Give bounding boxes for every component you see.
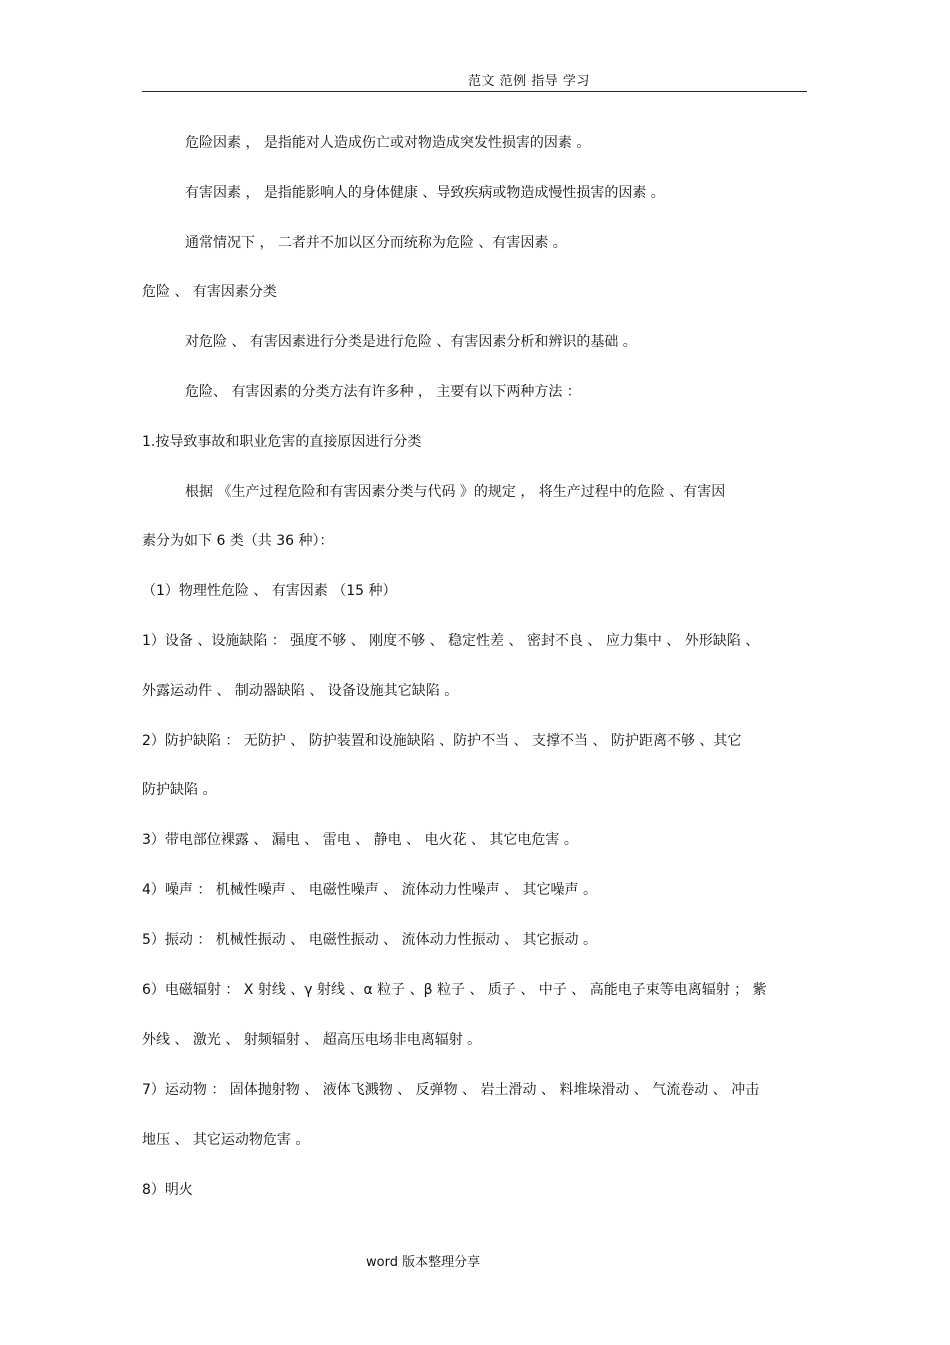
list-item: 3）带电部位裸露 、 漏电 、 雷电 、 静电 、 电火花 、 其它电危害 。 (142, 832, 578, 848)
list-item-continuation: 外线 、 激光 、 射频辐射 、 超高压电场非电离辐射 。 (142, 1032, 482, 1048)
list-item: 2）防护缺陷 ： 无防护 、 防护装置和设施缺陷 、防护不当 、 支撑不当 、 防护距离不够 、其它 (142, 733, 742, 749)
list-item-continuation: 防护缺陷 。 (142, 782, 217, 798)
paragraph-line: 危险、 有害因素的分类方法有许多种 ， 主要有以下两种方法 ： (185, 384, 581, 400)
section-heading: 危险 、 有害因素分类 (142, 284, 277, 300)
page-header: 范文 范例 指导 学习 (468, 74, 590, 89)
paragraph-line: 通常情况下 ， 二者并不加以区分而统称为危险 、有害因素 。 (185, 235, 567, 251)
list-heading: （1）物理性危险 、 有害因素 （15 种） (142, 583, 397, 599)
paragraph-line: 危险因素 ， 是指能对人造成伤亡或对物造成突发性损害的因素 。 (185, 135, 591, 151)
list-item: 5）振动 ： 机械性振动 、 电磁性振动 、 流体动力性振动 、 其它振动 。 (142, 932, 597, 948)
paragraph-line: 素分为如下 6 类（共 36 种）： (142, 533, 334, 549)
list-item: 4）噪声 ： 机械性噪声 、 电磁性噪声 、 流体动力性噪声 、 其它噪声 。 (142, 882, 597, 898)
list-item: 7）运动物 ： 固体抛射物 、 液体飞溅物 、 反弹物 、 岩土滑动 、 料堆垛滑动 、 气流卷动 、 冲击 (142, 1082, 760, 1098)
page-footer: word 版本整理分享 (366, 1255, 481, 1270)
list-item-continuation: 地压 、 其它运动物危害 。 (142, 1132, 310, 1148)
list-item: 6）电磁辐射 ： X 射线 、γ 射线 、α 粒子 、β 粒子 、 质子 、 中子 、 高能电子束等电离辐射 ； 紫 (142, 982, 767, 998)
paragraph-line: 根据 《生产过程危险和有害因素分类与代码 》的规定 ， 将生产过程中的危险 、有害因 (185, 484, 726, 500)
list-item-continuation: 外露运动件 、 制动器缺陷 、 设备设施其它缺陷 。 (142, 683, 459, 699)
list-item: 1）设备 、设施缺陷 ： 强度不够 、 刚度不够 、 稳定性差 、 密封不良 、 应力集中 、 外形缺陷 、 (142, 633, 760, 649)
list-item: 8）明火 (142, 1182, 193, 1198)
header-divider (142, 91, 807, 92)
section-heading: 1.按导致事故和职业危害的直接原因进行分类 (142, 434, 422, 450)
paragraph-line: 有害因素 ， 是指能影响人的身体健康 、导致疾病或物造成慢性损害的因素 。 (185, 185, 665, 201)
paragraph-line: 对危险 、 有害因素进行分类是进行危险 、有害因素分析和辨识的基础 。 (185, 334, 637, 350)
